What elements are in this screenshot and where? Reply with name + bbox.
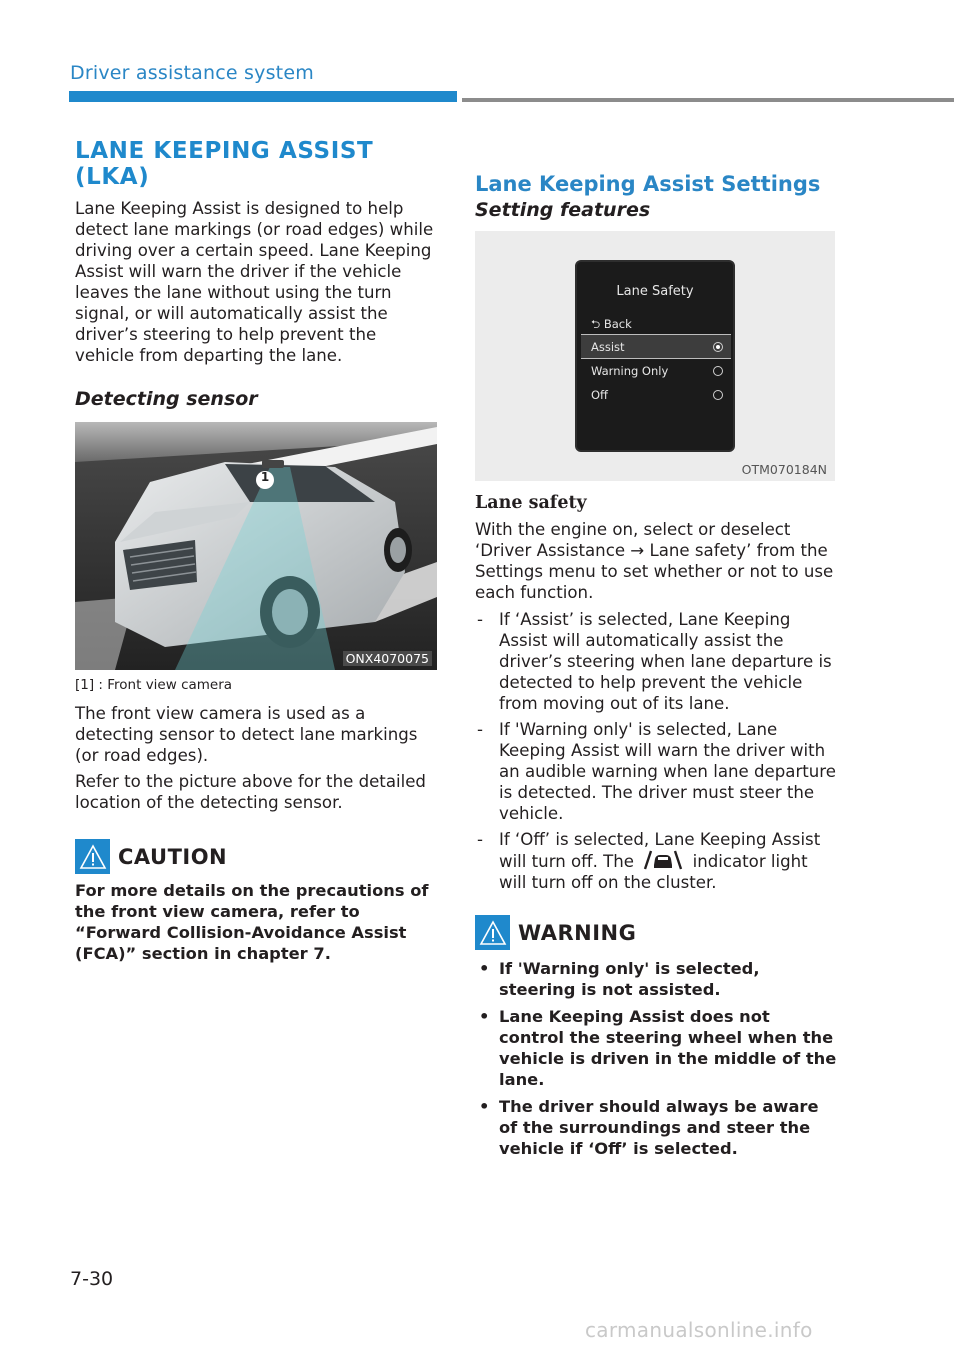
figure-caption: [1] : Front view camera [75, 677, 233, 693]
screen-image-code: OTM070184N [741, 462, 827, 477]
right-column [475, 172, 837, 1165]
list-item: - If ‘Off’ is selected, Lane Keeping Assist will turn off. The indicator light will turn off on the cluster. [477, 830, 821, 892]
caution-warning-icon [75, 839, 110, 874]
lane-keeping-indicator-icon [641, 850, 685, 870]
radio-selected-icon [713, 342, 723, 352]
settings-heading: Lane Keeping Assist Settings [475, 172, 821, 196]
car-illustration [75, 422, 437, 670]
list-item: - If 'Warning only' is selected, Lane Keeping Assist will warn the driver with an audible warning when lane departure is detected. The driver must steer the vehicle. [477, 720, 836, 823]
sensor-paragraph-2: Refer to the picture above for the detailed location of the detecting sensor. [75, 772, 426, 812]
screen-title: Lane Safety [616, 284, 694, 299]
setting-features-heading: Setting features [475, 199, 651, 221]
camera-callout-number: 1 [260, 470, 270, 484]
page-number: 7-30 [70, 1268, 114, 1290]
car-camera-image [75, 422, 437, 670]
list-item: • If 'Warning only' is selected, steering is not assisted. [479, 959, 760, 999]
sensor-paragraph-1: The front view camera is used as a detecting sensor to detect lane markings (or road edges). [75, 704, 418, 765]
warning-triangle-icon [475, 915, 510, 950]
page-title: LANE KEEPING ASSIST (LKA) [75, 138, 374, 190]
screen-option-label: Warning Only [591, 364, 669, 378]
caution-header [75, 839, 440, 874]
header-rule-blue [69, 91, 457, 102]
header-rule-gray [462, 98, 954, 102]
car-image-code: ONX4070075 [343, 651, 432, 666]
radio-empty-icon [713, 366, 723, 376]
screen-option-label: Off [591, 388, 608, 402]
cluster-display [575, 260, 735, 452]
list-item: • The driver should always be aware of the surroundings and steer the vehicle if ‘Off’ is selected. [479, 1097, 819, 1158]
screen-option-off [581, 383, 731, 408]
options-list [475, 609, 837, 893]
radio-empty-icon [713, 390, 723, 400]
warning-title: WARNING [518, 920, 637, 945]
screen-option-label: Assist [591, 340, 625, 354]
cluster-screen-figure [475, 231, 835, 481]
warning-header [475, 915, 837, 950]
list-item: - If ‘Assist’ is selected, Lane Keeping Assist will automatically assist the driver’s steering when lane departure is detected to help prevent the vehicle from moving out of its lane. [477, 610, 832, 713]
list-item: • Lane Keeping Assist does not control the steering wheel when the vehicle is driven in the middle of the lane. [479, 1007, 837, 1089]
detecting-sensor-heading: Detecting sensor [75, 388, 258, 410]
lane-safety-heading: Lane safety [475, 493, 587, 513]
screen-option-assist [581, 334, 731, 359]
intro-paragraph: Lane Keeping Assist is designed to help detect lane markings (or road edges) while driving over a certain speed. Lane Keeping Assist will warn the driver if the vehicle leaves the lane without using the turn signal, or will automatically assist the driver’s steering to help prevent the vehicle from departing the lane. [75, 199, 434, 365]
left-column [75, 138, 440, 964]
section-header: Driver assistance system [70, 62, 314, 84]
watermark: carmanualsonline.info [585, 1318, 813, 1342]
warning-list [475, 958, 837, 1159]
screen-back-item: ⮌ Back [591, 317, 632, 331]
caution-text: For more details on the precautions of the front view camera, refer to “Forward Collision-Avoidance Assist (FCA)” section in chapter 7. [75, 881, 429, 963]
screen-option-warning-only [581, 359, 731, 384]
caution-title: CAUTION [118, 844, 228, 869]
lane-safety-paragraph: With the engine on, select or deselect ‘Driver Assistance → Lane safety’ from the Settings menu to set whether or not to use each function. [475, 520, 834, 602]
